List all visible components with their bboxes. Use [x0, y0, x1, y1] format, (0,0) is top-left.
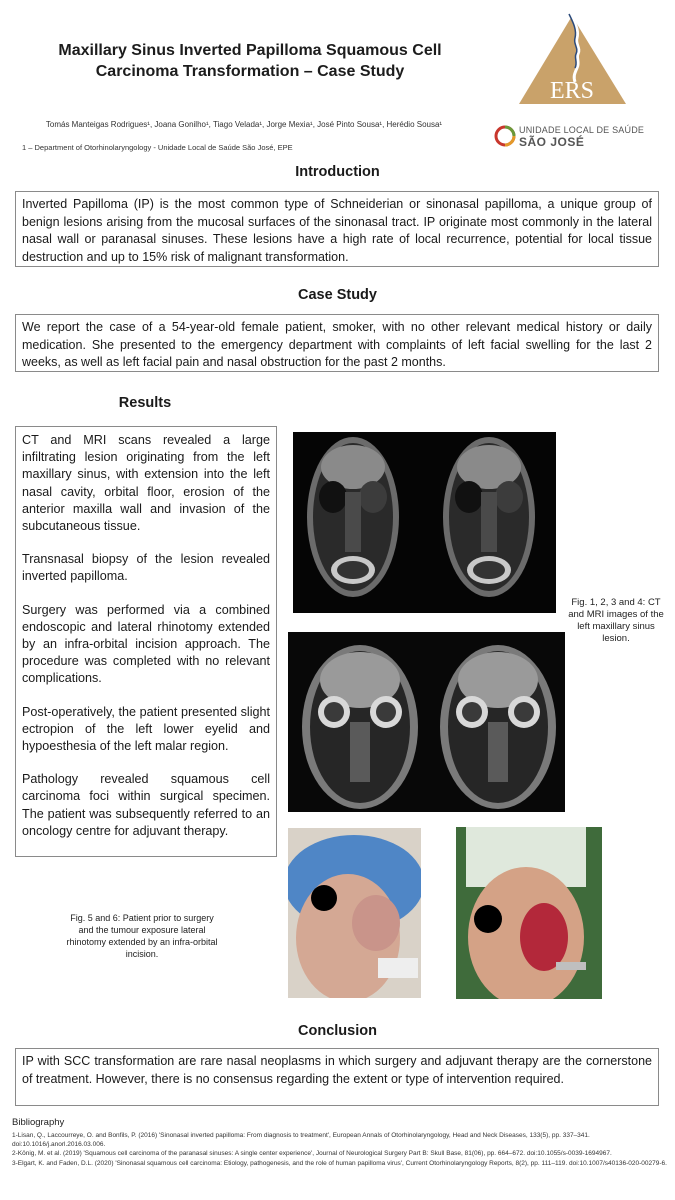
case-study-heading: Case Study [298, 287, 377, 303]
introduction-heading: Introduction [295, 164, 380, 180]
results-box [15, 426, 277, 857]
conclusion-text: IP with SCC transformation are rare nasal neoplasms in which surgery and adjuvant therapy are the cornerstone of treatment. However, there is no consensus regarding the extent or type of intervention required. [22, 1054, 652, 1086]
results-paragraph-5: Pathology revealed squamous cell carcinoma foci within surgical specimen. The patient was subsequently referred to an oncology centre for adjuvant therapy. [22, 772, 270, 838]
introduction-text: Inverted Papilloma (IP) is the most common type of Schneiderian or sinonasal papilloma, a unique group of benign lesions arising from the mucosal surfaces of the sinonasal tract. IP originate most commonly in the lateral nasal wall or paranasal sinuses. These lesions have a high rate of local recurrence, potential for local tissue destruction and up to 15% risk of malignant transformation. [22, 197, 652, 264]
results-paragraph-1: CT and MRI scans revealed a large infiltrating lesion originating from the left maxillary sinus, with extension into the left nasal cavity, orbital floor, erosion of the anterior maxilla wall and invasion of the subcutaneous tissue. [22, 433, 270, 534]
bibliography-item-3: 3-Elgart, K. and Faden, D.L. (2020) 'Sinonasal squamous cell carcinoma: Etiology, pathogenesis, and the role of human papilloma virus', Current Otorhinolaryngology Reports, 8(2), pp. 111–119. doi:10.1007/s40136-020-00279-6. [12, 1159, 667, 1167]
results-paragraph-4: Post-operatively, the patient presented slight ectropion of the left lower eyelid and hypoesthesia of the left malar region. [22, 704, 270, 754]
bibliography-item-1: 1-Lisan, Q., Laccourreye, O. and Bonfils, P. (2016) 'Sinonasal inverted papilloma: From diagnosis to treatment', European Annals of Otorhinolaryngology, Head and Neck Diseases, 133(5), pp. 337–341. doi:10.1016/j.anorl.2016.03.006. [12, 1132, 590, 1149]
patient-photo-preop [288, 828, 421, 998]
uls-logo-line1: UNIDADE LOCAL DE SAÚDE [519, 125, 645, 135]
results-paragraph-3: Surgery was performed via a combined endoscopic and lateral rhinotomy extended by an infra-orbital incision approach. The procedure was completed with no relevant complications. [22, 602, 270, 686]
authors: Tomás Manteigas Rodrigues¹, Joana Gonilho¹, Tiago Velada¹, Jorge Mexia¹, José Pinto Sousa¹, Herédio Sousa¹ [45, 120, 443, 129]
bibliography-heading: Bibliography [12, 1117, 65, 1128]
poster-title: Maxillary Sinus Inverted Papilloma Squamous Cell Carcinoma Transformation – Case Study [58, 42, 442, 80]
ers-logo-text: ERS [549, 78, 595, 104]
uls-logo-line2: SÃO JOSÉ [519, 135, 585, 149]
mri-image-2 [440, 645, 556, 809]
uls-sao-jose-logo [494, 122, 654, 152]
ct-scan-images [293, 432, 556, 613]
ct-image-1 [307, 437, 399, 597]
results-heading: Results [118, 395, 172, 411]
ers-logo [515, 10, 630, 108]
case-study-box [15, 314, 659, 372]
mri-images [288, 632, 565, 812]
results-paragraph-2: Transnasal biopsy of the lesion revealed inverted papilloma. [22, 552, 270, 584]
imaging-caption: Fig. 1, 2, 3 and 4: CT and MRI images of the left maxillary sinus lesion. [568, 597, 664, 644]
mri-image-1 [302, 645, 418, 809]
case-study-text: We report the case of a 54-year-old female patient, smoker, with no other relevant medical history or daily medication. She presented to the emergency department with complaints of left facial swelling for the last 2 weeks, as well as left facial pain and nasal obstruction for the past 2 months. [22, 320, 652, 369]
bibliography-list [12, 1131, 667, 1168]
photos-caption: Fig. 5 and 6: Patient prior to surgery and the tumour exposure lateral rhinotomy extended by an infra-orbital incision. [66, 913, 218, 959]
introduction-box [15, 191, 659, 267]
conclusion-heading: Conclusion [298, 1023, 377, 1039]
bibliography-item-2: 2-König, M. et al. (2019) 'Squamous cell carcinoma of the paranasal sinuses: A single center experience', Journal of Neurological Surgery Part B: Skull Base, 81(06), pp. 664–672. doi:10.1055/s-0039-1694967. [12, 1150, 612, 1158]
uls-emblem-icon [494, 125, 516, 147]
surgical-photo [456, 827, 602, 999]
conclusion-box [15, 1048, 659, 1106]
affiliation: 1 – Department of Otorhinolaryngology - Unidade Local de Saúde São José, EPE [22, 143, 293, 152]
ct-image-2 [443, 437, 535, 597]
